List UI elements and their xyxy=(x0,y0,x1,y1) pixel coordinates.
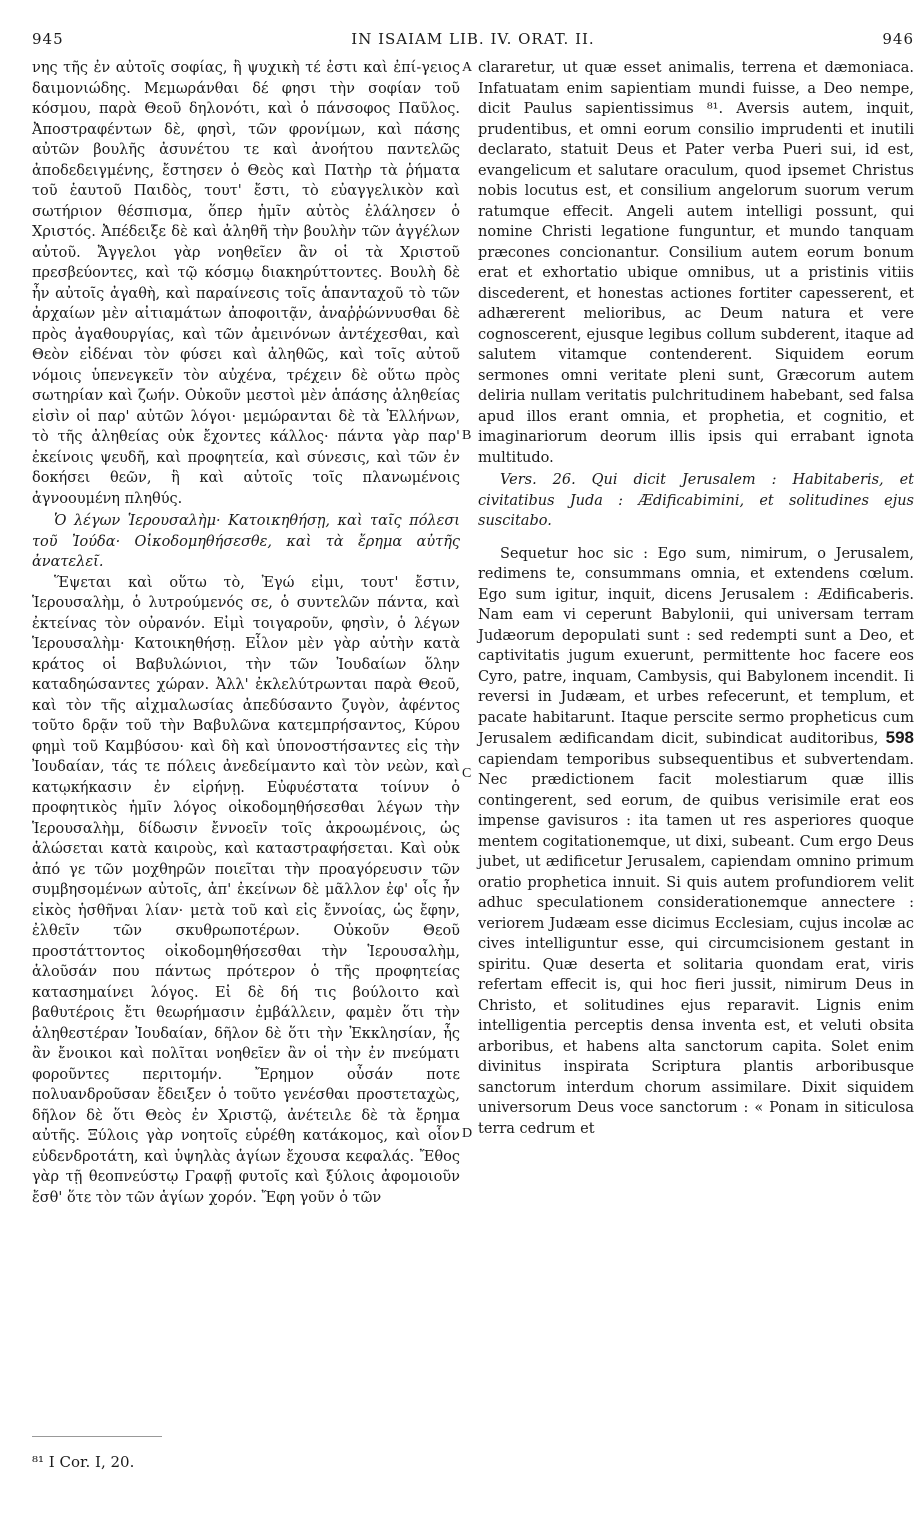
latin-paragraph-2b: capiendam temporibus subsequentibus et subvertendam. Nec prædictionem facit molestiarum quæ illis contingerent, sed eorum, de quibus verisimile erat eos impense gavisuros : ita tamen ut res asperiores quoque mentem cogitationemque, ut dixi, subeant. Cum ergo Deus jubet, ut ædificetur Jerusalem, capiendam omnino primum oratio prophetica innuit. Si quis autem profundiorem velit adhuc speculationem considerationemque annectere : veriorem Judæam esse dicimus Ecclesiam, cujus incolæ ac cives intelliguntur esse, qui circumcisionem gestant in spiritu. Quæ deserta et solitaria quondam erat, viris refertam effecit is, qui hoc fieri jussit, nimirum Deus in Christo, et solitudines ejus reparavit. Lignis enim intelligentia perceptis densa inventa est, et veluti obsita arboribus, et habens alta sanctorum capita. Solet enim divinitus inspirata Scriptura plantis arboribusque sanctorum interdum chorum assimilare. Dixit siquidem universorum Deus voce sanctorum : « Ponam in siticulosa terra cedrum et xyxy=(478,751,914,1137)
margin-letter-d: D xyxy=(462,1126,473,1141)
greek-column xyxy=(32,58,460,1208)
running-header xyxy=(32,30,914,52)
footnote-divider xyxy=(32,1436,162,1437)
latin-column xyxy=(478,58,914,1139)
edition-page-marker: 598 xyxy=(885,728,914,747)
greek-verse-lemma: Ὁ λέγων Ἱερουσαλὴμ· Κατοικηθήσῃ, καὶ ταῖς πόλεσι τοῦ Ἰούδα· Οἰκοδομηθήσεσθε, καὶ τὰ ἔρημα αὐτῆς ἀνατελεῖ. xyxy=(32,513,460,570)
page-number-right: 946 xyxy=(882,30,914,48)
margin-letter-c: C xyxy=(462,766,472,781)
latin-paragraph-1: clararetur, ut quæ esset animalis, terrena et dæmoniaca. Infatuatam enim sapientiam mundi fuisse, a Deo nempe, dicit Paulus sapientissimus ⁸¹. Aversis autem, inquit, prudentibus, et omni eorum consilio imprudenti et inutili declarato, statuit Deus et Pater verba Pueri sui, id est, evangelicum et salutare oraculum, quod ipsemet Christus nobis locutus est, et consilium angelorum suorum verum ratumque effecit. Angeli autem intelligi possunt, qui nomine Christi legatione funguntur, et mundo tanquam præcones concionantur. Consilium autem eorum bonum erat et exhortatio ubique omnibus, ut a pristinis vitiis discederent, et honestas actiones fortiter capesserent, et adhærerent melioribus, ac Deum natura et vere cognoscerent, ejusque legibus collum subderent, itaque ad salutem vitamque contenderent. Siquidem eorum sermones omni veritate pleni sunt, Græcorum autem deliria nullam veritatis pulchritudinem habebant, sed falsa apud illos erant omnia, et prophetia, et cognitio, et imaginariorum deorum illis ipsis qui errabant ignota multitudo. xyxy=(478,60,914,466)
greek-paragraph-1: νης τῆς ἐν αὐτοῖς σοφίας, ἢ ψυχικὴ τέ ἐστι καὶ ἐπί-γειος δαιμονιώδης. Μεμωράνθαι δέ φησι τὴν σοφίαν τοῦ κόσμου, παρὰ Θεοῦ δηλονότι, καὶ ὁ πάνσοφος Παῦλος. Ἀποστραφέντων δὲ, φησὶ, τῶν φρονίμων, καὶ πάσης αὐτῶν βουλῆς ἀσυνέτου τε καὶ ἀνοήτου παντελῶς ἀποδεδειγμένης, ἔστησεν ὁ Θεὸς καὶ Πατὴρ τὰ ῥήματα τοῦ ἑαυτοῦ Παιδὸς, τουτ' ἔστι, τὸ εὐαγγελικὸν καὶ σωτήριον θέσπισμα, ὅπερ ἡμῖν αὐτὸς ἐλάλησεν ὁ Χριστός. Ἀπέδειξε δὲ καὶ ἀληθῆ τὴν βουλὴν τῶν ἀγγέλων αὐτοῦ. Ἄγγελοι γὰρ νοηθεῖεν ἂν οἱ τὰ Χριστοῦ πρεσβεύοντες, καὶ τῷ κόσμῳ διακηρύττοντες. Βουλὴ δὲ ἦν αὐτοῖς ἀγαθὴ, καὶ παραίνεσις τοῖς ἁπανταχοῦ τὸ τῶν ἀρχαίων μὲν αἰτιαμάτων ἀποφοιτᾷν, ἀναῤῥώννυσθαι δὲ πρὸς ἀγαθουργίας, καὶ τῶν ἀμεινόνων ἀντέχεσθαι, καὶ Θεὸν εἰδέναι τὸν φύσει καὶ ἀληθῶς, καὶ τοῖς αὐτοῦ νόμοις ὑπενεγκεῖν τὸν αὐχένα, τρέχειν δὲ οὕτω πρὸς σωτηρίαν καὶ ζωήν. Οὐκοῦν μεστοὶ μὲν ἁπάσης ἀληθείας εἰσὶν οἱ παρ' αὐτῶν λόγοι· μεμώρανται δὲ τὰ Ἑλλήνων, τὸ τῆς ἀληθείας οὐκ ἔχοντες κάλλος· πάντα γὰρ παρ' ἐκείνοις ψευδῆ, καὶ προφητεία, καὶ σύνεσις, καὶ τῶν ἐν δοκήσει θεῶν, ἣ καὶ αὐτοῖς τοῖς πλανωμένοις ἀγνοουμένη πληθύς. xyxy=(32,60,460,507)
margin-letter-a: A xyxy=(462,60,473,75)
page-number-left: 945 xyxy=(32,30,64,48)
latin-verse-lemma: Vers. 26. Qui dicit Jerusalem : Habitaberis, et civitatibus Juda : Ædificabimini, et solitudines ejus suscitabo. xyxy=(478,472,914,529)
latin-paragraph-2 xyxy=(478,544,914,1140)
margin-letter-b: B xyxy=(462,428,472,443)
running-head-title: IN ISAIAM LIB. IV. ORAT. II. xyxy=(351,30,595,48)
latin-paragraph-2a: Sequetur hoc sic : Ego sum, nimirum, o Jerusalem, redimens te, consummans omnia, et extendens cœlum. Ego sum igitur, inquit, dicens Jerusalem : Ædificaberis. Nam eam vi ceperunt Babylonii, qui universam terram Judæorum depopulati sunt : sed redempti sunt a Deo, et captivitatis jugum exuerunt, permittente hoc facere eos Cyro, patre, inquam, Cambysis, qui Babylonem incendit. Ii reversi in Judæam, et urbes refecerunt, et templum, et pacate habitarunt. Itaque perscite sermo propheticus cum Jerusalem ædificandam dicit, subindicat auditoribus, xyxy=(478,545,914,747)
footnote: ⁸¹ I Cor. I, 20. xyxy=(32,1453,135,1471)
greek-paragraph-2: Ἕψεται καὶ οὕτω τὸ, Ἐγώ εἰμι, τουτ' ἔστιν, Ἱερουσαλὴμ, ὁ λυτρούμενός σε, ὁ συντελῶν πάντα, καὶ ἐκτείνας τὸν οὐρανόν. Εἰμὶ τοιγαροῦν, φησὶν, ὁ λέγων Ἱερουσαλὴμ· Κατοικηθήσῃ. Εἷλον μὲν γὰρ αὐτὴν κατὰ κράτος οἱ Βαβυλώνιοι, τὴν τῶν Ἰουδαίων ὅλην καταδηώσαντες χώραν. Ἀλλ' ἐκλελύτρωνται παρὰ Θεοῦ, καὶ τὸν τῆς αἰχμαλωσίας ἀπεδύσαντο ζυγὸν, ἀφέντος τοῦτο δρᾷν τοῦ τὴν Βαβυλῶνα κατεμπρήσαντος, Κύρου φημὶ τοῦ Καμβύσου· καὶ δὴ καὶ ὑπονοστήσαντες εἰς τὴν Ἰουδαίαν, τάς τε πόλεις ἀνεδείμαντο καὶ τὸν νεὼν, καὶ κατῳκήκασιν ἐν εἰρήνῃ. Εὐφυέστατα τοίνυν ὁ προφητικὸς ἡμῖν λόγος οἰκοδομηθήσεσθαι λέγων τὴν Ἱερουσαλὴμ, δίδωσιν ἔννοεῖν τοῖς ἀκροωμένοις, ὡς ἁλώσεται κατὰ καιροὺς, καὶ καταστραφήσεται. Καὶ οὐκ ἀπό γε τῶν μοχθηρῶν ποιεῖται τὴν προαγόρευσιν τῶν συμβησομένων αὐτοῖς, ἀπ' ἐκείνων δὲ μᾶλλον ἐφ' οἷς ἦν εἰκὸς ἡσθῆναι λίαν· μετὰ τοῦ καὶ εἰς ἔννοίας, ὡς ἔφην, ἐλθεῖν τῶν σκυθρωποτέρων. Οὐκοῦν Θεοῦ προστάττοντος οἰκοδομηθήσεσθαι τὴν Ἱερουσαλὴμ, ἁλοῦσάν που πάντως πρότερον ὁ τῆς προφητείας κατασημαίνει λόγος. Εἰ δὲ δή τις βούλοιτο καὶ βαθυτέροις ἔτι θεωρήμασιν ἐμβάλλειν, φαμὲν ὅτι τὴν ἀληθεστέραν Ἰουδαίαν, δῆλον δὲ ὅτι τὴν Ἐκκλησίαν, ἧς ἂν ἔνοικοι καὶ πολῖται νοηθεῖεν ἂν οἱ τὴν ἐν πνεύματι φοροῦντες περιτομήν. Ἔρημον οὖσάν ποτε πολυανδροῦσαν ἔδειξεν ὁ τοῦτο γενέσθαι προστεταχὼς, δῆλον δὲ ὅτι Θεὸς ἐν Χριστῷ, ἀνέτειλε δὲ τὰ ἔρημα αὐτῆς. Ξύλοις γὰρ νοητοῖς εὑρέθη κατάκομος, καὶ οἷον εὐδενδροτάτη, καὶ ὑψηλὰς ἁγίων ἔχουσα κεφαλάς. Ἔθος γὰρ τῇ θεοπνεύστῳ Γραφῇ φυτοῖς καὶ ξύλοις ἀφομοιοῦν ἔσθ' ὅτε τὸν τῶν ἁγίων χορόν. Ἔφη γοῦν ὁ τῶν xyxy=(32,574,460,1206)
